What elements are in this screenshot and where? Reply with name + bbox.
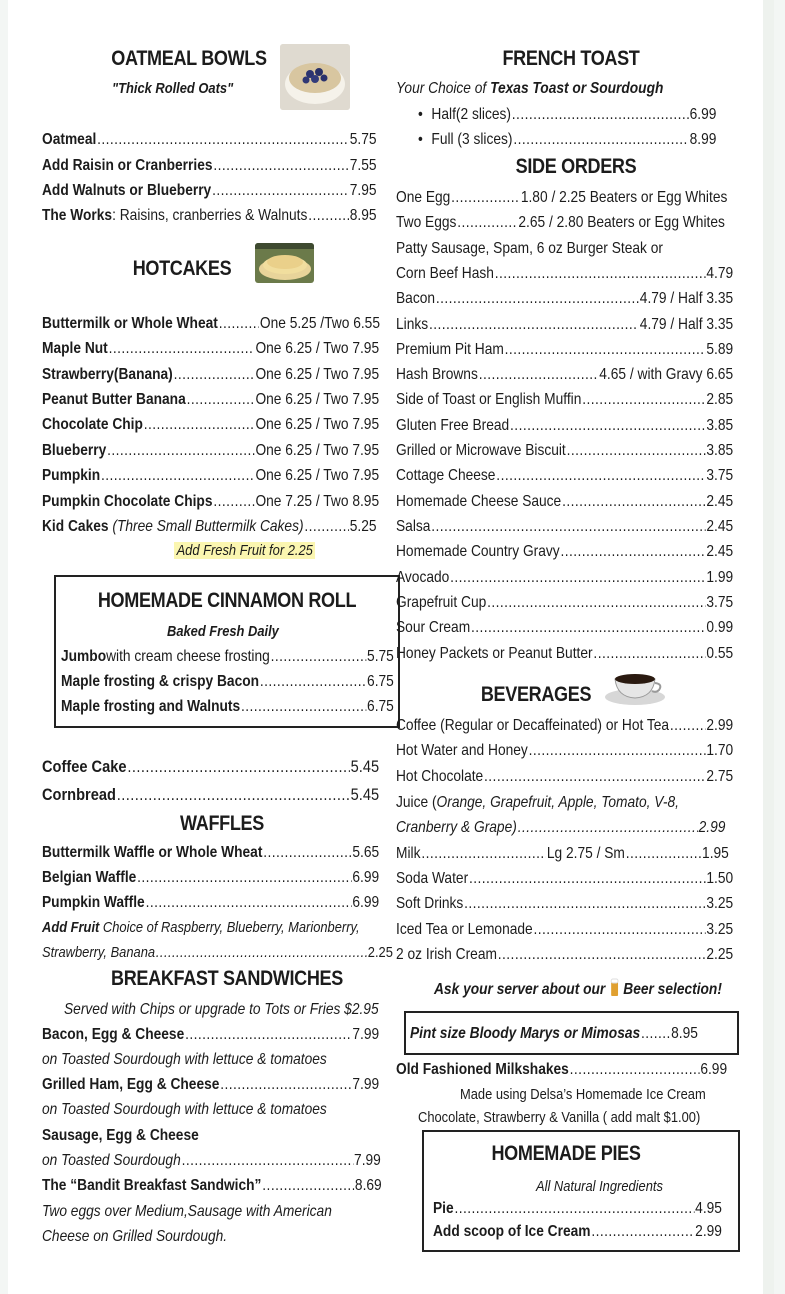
item-price: 4.65 / with Gravy 6.65 <box>599 366 734 383</box>
fruit-note <box>174 541 315 561</box>
menu-row <box>410 1024 720 1044</box>
item-price: 7.99 <box>352 1026 380 1043</box>
choice-bold: Texas Toast or Sourdough <box>490 80 664 97</box>
item-name: Maple frosting & crispy Bacon <box>61 673 260 690</box>
item-name: Grilled or Microwave Biscuit <box>396 442 566 459</box>
menu-row <box>396 869 733 889</box>
menu-row <box>396 213 736 233</box>
item-price: 4.79 <box>706 265 734 282</box>
item-price: One 6.25 / Two 7.95 <box>255 442 380 459</box>
menu-row <box>42 415 379 435</box>
milkshake-note2: Chocolate, Strawberry & Vanilla ( add malt $1.00) <box>418 1109 701 1126</box>
oatmeal-title: OATMEAL BOWLS <box>111 47 267 70</box>
item-price: 1.99 <box>706 569 734 586</box>
menu-row <box>396 920 733 940</box>
item-price: 5.75 <box>349 131 377 148</box>
item-name: Avocado <box>396 569 450 586</box>
item-name: Add Walnuts or Blueberry <box>42 182 212 199</box>
item-price: 1.95 <box>702 845 729 862</box>
bandit-desc2: Cheese on Grilled Sourdough. <box>42 1228 228 1245</box>
item-price: 8.99 <box>689 131 717 148</box>
fruit-label: Add Fruit <box>42 919 100 936</box>
item-name: Premium Pit Ham <box>396 341 504 358</box>
item-name: Pumpkin Waffle <box>42 894 145 911</box>
menu-row <box>396 315 733 335</box>
item-price: 2.45 <box>706 518 734 535</box>
menu-row <box>42 517 377 537</box>
menu-row <box>42 785 379 805</box>
menu-row <box>396 340 733 360</box>
item-price: One 7.25 / Two 8.95 <box>255 493 380 510</box>
item-name: Pumpkin Chocolate Chips <box>42 493 213 510</box>
pies-subtitle: All Natural Ingredients <box>536 1178 663 1195</box>
oatmeal-subtitle: "Thick Rolled Oats" <box>112 80 234 97</box>
menu-row <box>396 618 733 638</box>
item-name: Peanut Butter Banana <box>42 391 186 408</box>
menu-row <box>396 542 733 562</box>
menu-row <box>42 1176 382 1196</box>
item-price: 2.25 <box>706 946 734 963</box>
item-name: Buttermilk or Whole Wheat <box>42 315 218 332</box>
fruit-note-text: Add Fresh Fruit for 2.25 <box>174 542 315 559</box>
item-name: Gluten Free Bread <box>396 417 510 434</box>
item-desc: : Raisins, cranberries & Walnuts <box>112 207 308 224</box>
item-price: 7.99 <box>352 1076 380 1093</box>
item-name: Pint size Bloody Marys or Mimosas <box>410 1025 641 1042</box>
item-price: 5.25 <box>349 518 377 535</box>
item-price: 8.95 <box>349 207 377 224</box>
menu-row <box>396 365 733 385</box>
beer-prefix: Ask your server about our <box>434 981 606 998</box>
sandwiches-note: Served with Chips or upgrade to Tots or Fries $2.95 <box>64 1001 379 1018</box>
item-name: Half(2 slices) <box>431 106 511 123</box>
menu-row <box>396 441 733 461</box>
item-price: 6.99 <box>700 1061 728 1078</box>
item-name: Oatmeal <box>42 131 97 148</box>
item-price: 2.45 <box>706 493 734 510</box>
menu-row <box>42 156 377 176</box>
item-price: 3.25 <box>706 921 734 938</box>
menu-row <box>42 757 379 777</box>
item-name: Coffee (Regular or Decaffeinated) or Hot Tea <box>396 717 670 734</box>
item-name: Two Eggs <box>396 214 457 231</box>
menu-row <box>42 1151 381 1171</box>
pies-title: HOMEMADE PIES <box>491 1142 641 1165</box>
item-price: 4.95 <box>695 1200 722 1217</box>
item-price: 2.99 <box>698 819 726 836</box>
item-price: 5.65 <box>352 844 380 861</box>
item-price: 8.95 <box>671 1025 698 1042</box>
menu-page <box>8 0 774 1294</box>
item-price: 6.75 <box>367 698 394 715</box>
french-toast-title: FRENCH TOAST <box>502 47 640 70</box>
item-name: Jumbo <box>61 648 107 665</box>
menu-row <box>433 1222 722 1242</box>
menu-row <box>61 697 394 717</box>
cinnamon-title: HOMEMADE CINNAMON ROLL <box>97 589 357 612</box>
item-name: Old Fashioned Milkshakes <box>396 1061 569 1078</box>
item-price: 8.69 <box>354 1177 382 1194</box>
menu-row <box>42 181 377 201</box>
item-price: One 6.25 / Two 7.95 <box>255 366 380 383</box>
menu-row <box>42 843 379 863</box>
menu-row <box>61 672 394 692</box>
item-name: Honey Packets or Peanut Butter <box>396 645 593 662</box>
item-name: Grilled Ham, Egg & Cheese <box>42 1076 220 1093</box>
item-name: Cottage Cheese <box>396 467 496 484</box>
menu-row <box>396 264 733 284</box>
item-name: Cornbread <box>42 785 116 804</box>
item-price: 3.75 <box>706 594 734 611</box>
item-desc: on Toasted Sourdough <box>42 1152 181 1169</box>
item-price: 0.99 <box>706 619 734 636</box>
item-price: 2.25 <box>367 944 393 961</box>
item-name: Hash Browns <box>396 366 478 383</box>
item-name: Soda Water <box>396 870 469 887</box>
juice-line1 <box>396 793 679 813</box>
item-name: The Works <box>42 207 113 224</box>
item-name: Side of Toast or English Muffin <box>396 391 582 408</box>
menu-row <box>61 647 394 667</box>
item-price: 5.45 <box>350 785 380 804</box>
oatmeal-photo <box>280 44 350 110</box>
item-desc: (Three Small Buttermilk Cakes) <box>112 518 304 535</box>
fruit-desc: Choice of Raspberry, Blueberry, Marionberry, <box>99 919 360 936</box>
beer-glass-icon <box>609 977 619 997</box>
item-name: Full (3 slices) <box>431 131 513 148</box>
item-price: Lg 2.75 / Sm <box>546 845 625 862</box>
menu-row <box>42 943 393 963</box>
item-name: Iced Tea or Lemonade <box>396 921 533 938</box>
item-name: Soft Drinks <box>396 895 464 912</box>
item-price: 6.99 <box>352 894 380 911</box>
item-price: 3.85 <box>706 417 734 434</box>
menu-row <box>396 517 733 537</box>
menu-row <box>42 314 380 334</box>
item-name: Links <box>396 316 429 333</box>
item-name: The “Bandit Breakfast Sandwich” <box>42 1177 262 1194</box>
bandit-desc1: Two eggs over Medium,Sausage with American <box>42 1203 332 1220</box>
menu-row <box>396 818 725 838</box>
item-name: Coffee Cake <box>42 757 127 776</box>
menu-row <box>396 844 729 864</box>
item-name: Add Raisin or Cranberries <box>42 157 213 174</box>
sides-title: SIDE ORDERS <box>515 155 637 178</box>
item-price: 2.85 <box>706 391 734 408</box>
menu-row <box>396 466 733 486</box>
item-price: 3.25 <box>706 895 734 912</box>
french-toast-choice <box>396 79 663 99</box>
menu-row <box>396 894 733 914</box>
item-name: Homemade Cheese Sauce <box>396 493 562 510</box>
menu-row <box>396 644 733 664</box>
item-price: 2.99 <box>706 717 734 734</box>
item-price: 2.75 <box>706 768 734 785</box>
menu-row <box>396 945 733 965</box>
item-price: 5.75 <box>367 648 394 665</box>
item-name: Salsa <box>396 518 431 535</box>
item-name: Kid Cakes <box>42 518 109 535</box>
item-price: 4.79 / Half 3.35 <box>639 290 734 307</box>
item-name: Homemade Country Gravy <box>396 543 560 560</box>
sandwiches-title: BREAKFAST SANDWICHES <box>111 967 343 990</box>
item-price: 4.79 / Half 3.35 <box>639 316 734 333</box>
item-name: Blueberry <box>42 442 107 459</box>
item-name: Bacon, Egg & Cheese <box>42 1026 185 1043</box>
beer-line <box>434 977 722 1000</box>
menu-row <box>396 568 733 588</box>
menu-row <box>396 1060 727 1080</box>
item-price: 6.99 <box>352 869 380 886</box>
sausage-name: Sausage, Egg & Cheese <box>42 1127 199 1144</box>
menu-row <box>42 339 379 359</box>
menu-row <box>396 593 733 613</box>
item-name: Add scoop of Ice Cream <box>433 1223 591 1240</box>
item-name: Sour Cream <box>396 619 471 636</box>
item-name: Pie <box>433 1200 454 1217</box>
item-desc: with cream cheese frosting <box>106 648 270 665</box>
item-price: 1.80 / 2.25 Beaters or Egg Whites <box>520 189 728 206</box>
juice-prefix: Juice ( <box>396 794 437 811</box>
item-price: 3.75 <box>706 467 734 484</box>
waffles-title: WAFFLES <box>180 812 264 835</box>
item-price: 7.55 <box>349 157 377 174</box>
choice-prefix: Your Choice of <box>396 80 491 97</box>
item-price: 2.65 / 2.80 Beaters or Egg Whites <box>518 214 725 231</box>
beer-suffix: Beer selection! <box>623 981 722 998</box>
item-price: One 6.25 / Two 7.95 <box>255 416 380 433</box>
menu-row <box>396 416 733 436</box>
cinnamon-subtitle: Baked Fresh Daily <box>167 623 279 640</box>
menu-row <box>42 868 379 888</box>
menu-row <box>42 492 379 512</box>
item-name: Maple frosting and Walnuts <box>61 698 241 715</box>
item-price: One 6.25 / Two 7.95 <box>255 467 380 484</box>
menu-row <box>433 1199 722 1219</box>
juice-desc: Orange, Grapefruit, Apple, Tomato, V-8, <box>436 794 679 811</box>
item-name: One Egg <box>396 189 451 206</box>
menu-row <box>42 1025 379 1045</box>
page-edge <box>763 0 774 1294</box>
menu-row <box>42 390 379 410</box>
hotcakes-photo <box>255 243 314 283</box>
item-name: Hot Water and Honey <box>396 742 528 759</box>
sandwich-desc: on Toasted Sourdough with lettuce & tomatoes <box>42 1101 327 1118</box>
menu-row <box>42 466 379 486</box>
menu-row: • Half(2 slices) ..... 6.99 <box>418 105 716 125</box>
item-name: Maple Nut <box>42 340 108 357</box>
menu-row <box>396 741 733 761</box>
menu-row <box>42 441 379 461</box>
item-price: 0.55 <box>706 645 734 662</box>
item-price: 2.45 <box>706 543 734 560</box>
item-name: Chocolate Chip <box>42 416 143 433</box>
item-price: One 6.25 / Two 7.95 <box>255 340 380 357</box>
menu-row <box>42 206 377 226</box>
item-price: One 6.25 / Two 7.95 <box>255 391 380 408</box>
menu-row <box>42 365 379 385</box>
item-price: 5.89 <box>706 341 734 358</box>
item-name: Pumpkin <box>42 467 101 484</box>
item-price: 1.70 <box>706 742 734 759</box>
item-name: Hot Chocolate <box>396 768 484 785</box>
item-name: Strawberry, Banana <box>42 944 156 961</box>
menu-row <box>42 1075 379 1095</box>
milkshake-note1: Made using Delsa’s Homemade Ice Cream <box>460 1086 706 1103</box>
menu-row <box>396 289 733 309</box>
item-name: 2 oz Irish Cream <box>396 946 497 963</box>
item-name: Grapefruit Cup <box>396 594 487 611</box>
item-price: 6.75 <box>367 673 394 690</box>
menu-row <box>42 130 377 150</box>
item-price: 3.85 <box>706 442 734 459</box>
item-price: One 5.25 /Two 6.55 <box>259 315 380 332</box>
item-price: 5.45 <box>350 757 380 776</box>
patty-line: Patty Sausage, Spam, 6 oz Burger Steak or <box>396 240 663 257</box>
coffee-cup-icon <box>603 667 667 707</box>
item-price: 2.99 <box>695 1223 722 1240</box>
item-price: 1.50 <box>706 870 734 887</box>
item-name: Belgian Waffle <box>42 869 137 886</box>
menu-row <box>42 893 379 913</box>
beverages-title: BEVERAGES <box>480 683 592 706</box>
waffle-fruit-line1 <box>42 918 360 938</box>
menu-row <box>396 716 733 736</box>
item-name: Strawberry(Banana) <box>42 366 173 383</box>
menu-row <box>396 767 733 787</box>
item-name: Buttermilk Waffle or Whole Wheat <box>42 844 263 861</box>
item-price: 7.99 <box>354 1152 381 1169</box>
sandwich-desc: on Toasted Sourdough with lettuce & tomatoes <box>42 1051 327 1068</box>
hotcakes-title: HOTCAKES <box>132 257 232 280</box>
item-name: Bacon <box>396 290 436 307</box>
menu-row <box>396 390 733 410</box>
item-name: Cranberry & Grape) <box>396 819 517 836</box>
item-name: Corn Beef Hash <box>396 265 494 282</box>
menu-row: • Full (3 slices) ..... 8.99 <box>418 130 716 150</box>
item-price: 7.95 <box>349 182 377 199</box>
menu-row <box>396 492 733 512</box>
item-price: 6.99 <box>689 106 717 123</box>
item-name: Milk <box>396 845 421 862</box>
menu-row <box>396 188 736 208</box>
